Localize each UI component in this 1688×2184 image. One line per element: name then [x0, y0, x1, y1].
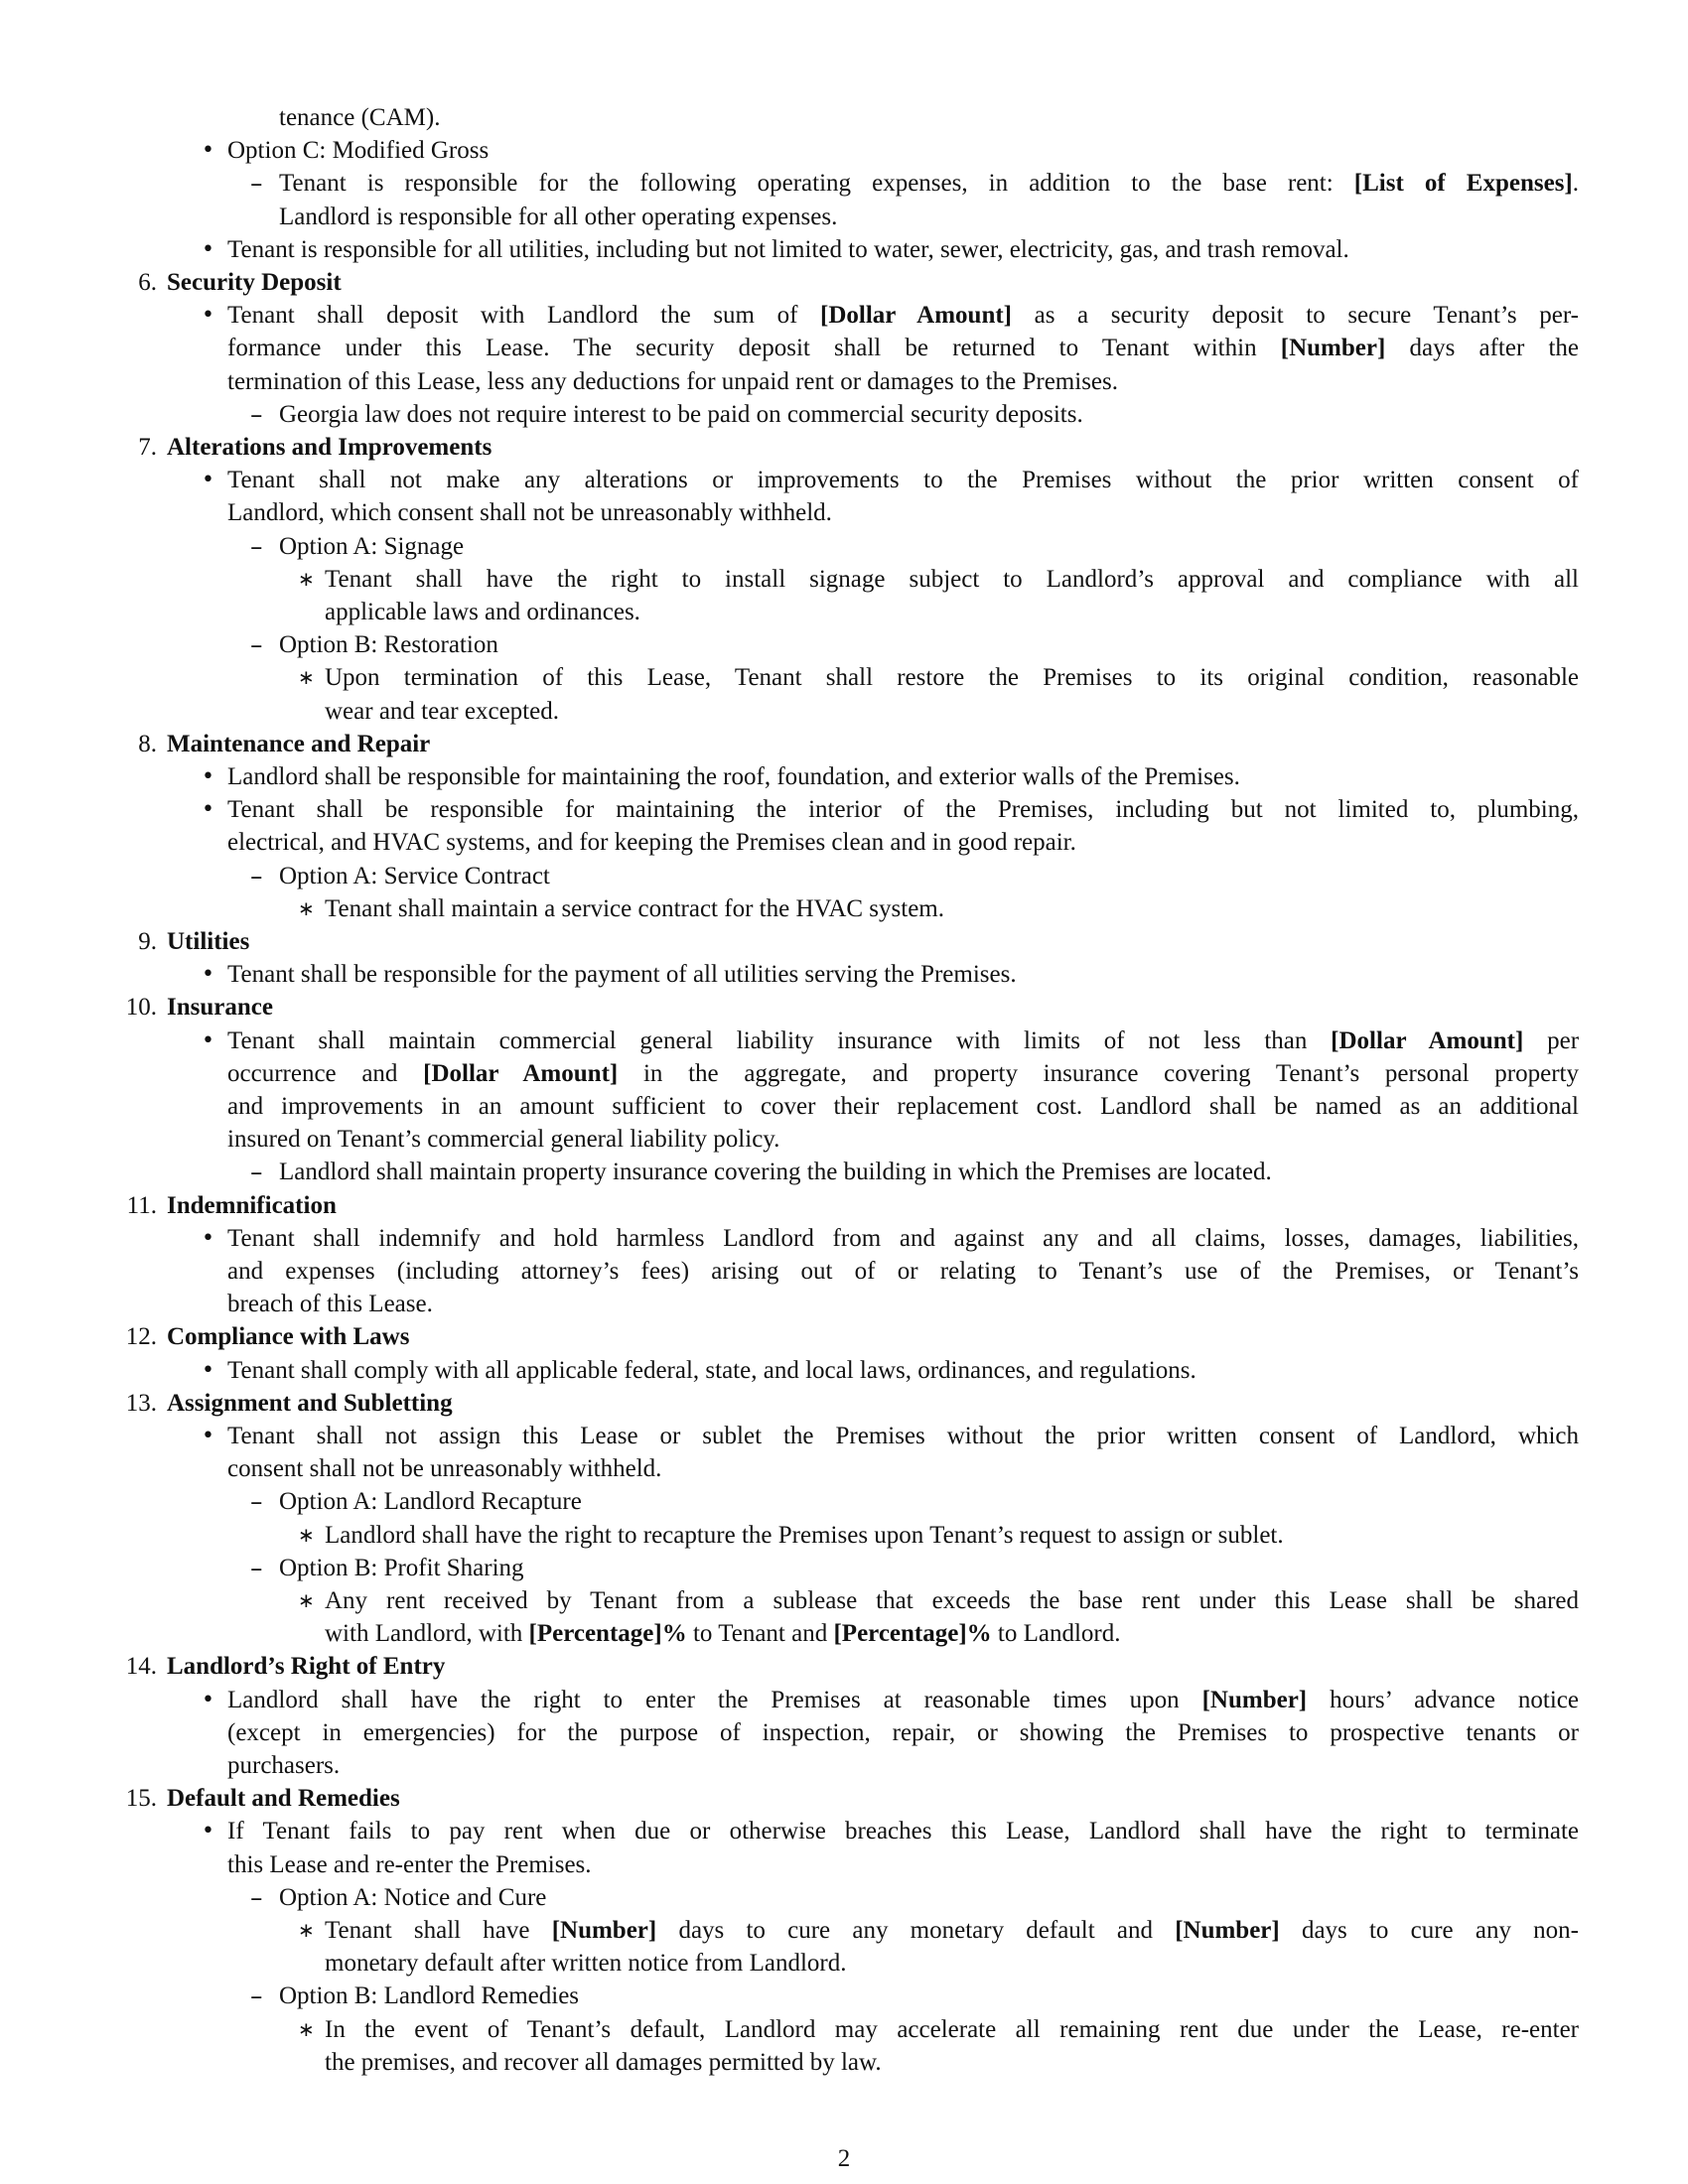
section-number: 14. — [125, 1653, 157, 1681]
section-number: 12. — [125, 1323, 157, 1351]
text-line: Option A: Landlord Recapture — [279, 1488, 582, 1516]
text-line: Option B: Restoration — [279, 631, 498, 659]
text-line: with Landlord, with [Percentage]% to Tenant and [Percentage]% to Landlord. — [325, 1620, 1121, 1648]
dash-marker: – — [250, 1882, 263, 1912]
asterisk-marker: ∗ — [298, 566, 315, 591]
bullet-marker: • — [202, 1027, 214, 1053]
dash-marker: – — [250, 861, 263, 890]
text-line: occurrence and [Dollar Amount] in the aggregate, and property insurance covering Tenant’s personal property — [227, 1059, 1579, 1087]
text-line: Tenant shall be responsible for the payment of all utilities serving the Premises. — [227, 961, 1017, 989]
text-line: formance under this Lease. The security deposit shall be returned to Tenant within [Number] days after the — [227, 335, 1579, 362]
text-line: Tenant shall not make any alterations or improvements to the Premises without the prior written consent of — [227, 467, 1579, 494]
text-line: monetary default after written notice from Landlord. — [325, 1950, 847, 1978]
text-line: termination of this Lease, less any deductions for unpaid rent or damages to the Premises. — [227, 367, 1118, 395]
text-line: Tenant shall have the right to install signage subject to Landlord’s approval and compliance with all — [325, 565, 1579, 593]
text-line: Option B: Profit Sharing — [279, 1554, 524, 1581]
section-heading: Landlord’s Right of Entry — [167, 1653, 446, 1681]
text-line: Tenant shall deposit with Landlord the sum of [Dollar Amount] as a security deposit to secure Tenant’s per- — [227, 302, 1579, 330]
text-line: applicable laws and ordinances. — [325, 599, 640, 625]
bullet-marker: • — [202, 1225, 214, 1251]
text-line: wear and tear excepted. — [325, 697, 559, 725]
asterisk-marker: ∗ — [298, 2016, 315, 2041]
text-line: (except in emergencies) for the purpose of inspection, repair, or showing the Premises to prospective tenants or — [227, 1718, 1579, 1746]
text-line: Georgia law does not require interest to be paid on commercial security deposits. — [279, 400, 1083, 428]
dash-marker: – — [250, 169, 263, 199]
text-line: Tenant shall indemnify and hold harmless Landlord from and against any and all claims, losses, damages, liabilities, — [227, 1224, 1579, 1252]
text-line: purchasers. — [227, 1752, 341, 1779]
text-line: Option A: Signage — [279, 532, 465, 560]
section-heading: Maintenance and Repair — [167, 730, 431, 757]
bullet-marker: • — [202, 236, 214, 262]
text-line: Landlord shall have the right to enter the Premises at reasonable times upon [Number] hours’ advance notice — [227, 1686, 1579, 1713]
bullet-marker: • — [202, 797, 214, 823]
text-line: Option A: Service Contract — [279, 862, 550, 889]
text-line: and improvements in an amount sufficient to cover their replacement cost. Landlord shall be named as an additional — [227, 1093, 1579, 1120]
text-line: Upon termination of this Lease, Tenant shall restore the Premises to its original condition, reasonable — [325, 664, 1579, 692]
bullet-marker: • — [202, 1424, 214, 1448]
section-heading: Security Deposit — [167, 269, 342, 296]
section-number: 6. — [138, 269, 157, 296]
dash-marker: – — [250, 1487, 263, 1517]
section-heading: Insurance — [167, 994, 273, 1022]
dash-marker: – — [250, 531, 263, 561]
text-line: electrical, and HVAC systems, and for keeping the Premises clean and in good repair. — [227, 829, 1076, 857]
bullet-marker: • — [202, 1687, 214, 1712]
asterisk-marker: ∗ — [298, 1588, 315, 1612]
text-line: Option B: Landlord Remedies — [279, 1982, 580, 2010]
placeholder-field: [Dollar Amount] — [820, 302, 1013, 330]
section-number: 15. — [125, 1785, 157, 1813]
dash-marker: – — [250, 1158, 263, 1187]
text-line: Tenant shall comply with all applicable federal, state, and local laws, ordinances, and regulations. — [227, 1356, 1196, 1384]
section-heading: Compliance with Laws — [167, 1323, 410, 1351]
text-line: Tenant shall have [Number] days to cure any monetary default and [Number] days to cure any non- — [325, 1917, 1579, 1944]
dash-marker: – — [250, 399, 263, 429]
text-line: breach of this Lease. — [227, 1291, 433, 1318]
section-heading: Default and Remedies — [167, 1785, 400, 1813]
text-line: Tenant shall be responsible for maintaining the interior of the Premises, including but not limited to, plumbing, — [227, 796, 1579, 824]
section-number: 7. — [138, 434, 157, 461]
text-line: and expenses (including attorney’s fees) arising out of or relating to Tenant’s use of the Premises, or Tenant’s — [227, 1258, 1579, 1285]
bullet-marker: • — [202, 468, 214, 493]
bullet-marker: • — [202, 962, 214, 988]
text-line: Landlord is responsible for all other operating expenses. — [279, 203, 838, 230]
section-number: 13. — [125, 1389, 157, 1417]
text-line: Landlord shall maintain property insurance covering the building in which the Premises are located. — [279, 1159, 1272, 1186]
placeholder-field: [Number] — [1280, 335, 1386, 362]
bullet-marker: • — [202, 1357, 214, 1383]
bullet-marker: • — [202, 138, 214, 164]
asterisk-marker: ∗ — [298, 1918, 315, 1942]
placeholder-field: [Percentage]% — [528, 1620, 687, 1648]
section-heading: Alterations and Improvements — [167, 434, 492, 461]
section-heading: Indemnification — [167, 1191, 337, 1219]
text-line: Tenant shall maintain a service contract for the HVAC system. — [325, 894, 944, 922]
text-line: this Lease and re-enter the Premises. — [227, 1850, 592, 1878]
section-heading: Assignment and Subletting — [167, 1389, 453, 1417]
text-line: Tenant shall maintain commercial general liability insurance with limits of not less than [Dollar Amount] per — [227, 1026, 1579, 1054]
dash-marker: – — [250, 1553, 263, 1582]
text-line: Landlord, which consent shall not be unreasonably withheld. — [227, 499, 832, 527]
placeholder-field: [Dollar Amount] — [423, 1059, 619, 1087]
text-line: Tenant is responsible for the following operating expenses, in addition to the base rent: [List of Expenses]. — [279, 170, 1579, 198]
bullet-marker: • — [202, 764, 214, 789]
dash-marker: – — [250, 1981, 263, 2011]
text-line: Option C: Modified Gross — [227, 137, 490, 165]
page-number: 2 — [837, 2145, 851, 2172]
section-number: 8. — [138, 730, 157, 757]
section-number: 10. — [125, 994, 157, 1022]
text-line: Landlord shall have the right to recapture the Premises upon Tenant’s request to assign or sublet. — [325, 1521, 1284, 1549]
placeholder-field: [List of Expenses] — [1353, 170, 1573, 198]
text-line: Any rent received by Tenant from a sublease that exceeds the base rent under this Lease shall be shared — [325, 1587, 1579, 1614]
section-number: 11. — [126, 1191, 157, 1219]
bullet-marker: • — [202, 1819, 214, 1844]
asterisk-marker: ∗ — [298, 665, 315, 690]
text-line: Tenant is responsible for all utilities, including but not limited to water, sewer, electricity, gas, and trash removal. — [227, 235, 1349, 263]
text-line: tenance (CAM). — [279, 104, 441, 131]
placeholder-field: [Dollar Amount] — [1331, 1026, 1524, 1054]
section-number: 9. — [138, 928, 157, 955]
text-line: In the event of Tenant’s default, Landlord may accelerate all remaining rent due under the Lease, re-enter — [325, 2015, 1579, 2043]
text-line: If Tenant fails to pay rent when due or otherwise breaches this Lease, Landlord shall have the right to terminate — [227, 1818, 1579, 1845]
text-line: consent shall not be unreasonably withheld. — [227, 1455, 662, 1483]
text-line: insured on Tenant’s commercial general liability policy. — [227, 1126, 780, 1154]
section-heading: Utilities — [167, 928, 250, 955]
asterisk-marker: ∗ — [298, 1522, 315, 1547]
placeholder-field: [Number] — [551, 1917, 657, 1944]
text-line: the premises, and recover all damages permitted by law. — [325, 2048, 882, 2076]
text-line: Tenant shall not assign this Lease or sublet the Premises without the prior written consent of Landlord, which — [227, 1423, 1579, 1449]
asterisk-marker: ∗ — [298, 895, 315, 920]
placeholder-field: [Percentage]% — [833, 1620, 992, 1648]
placeholder-field: [Number] — [1175, 1917, 1280, 1944]
placeholder-field: [Number] — [1201, 1686, 1308, 1713]
text-line: Landlord shall be responsible for maintaining the roof, foundation, and exterior walls of the Premises. — [227, 763, 1240, 790]
bullet-marker: • — [202, 303, 214, 329]
text-line: Option A: Notice and Cure — [279, 1883, 547, 1911]
dash-marker: – — [250, 630, 263, 660]
